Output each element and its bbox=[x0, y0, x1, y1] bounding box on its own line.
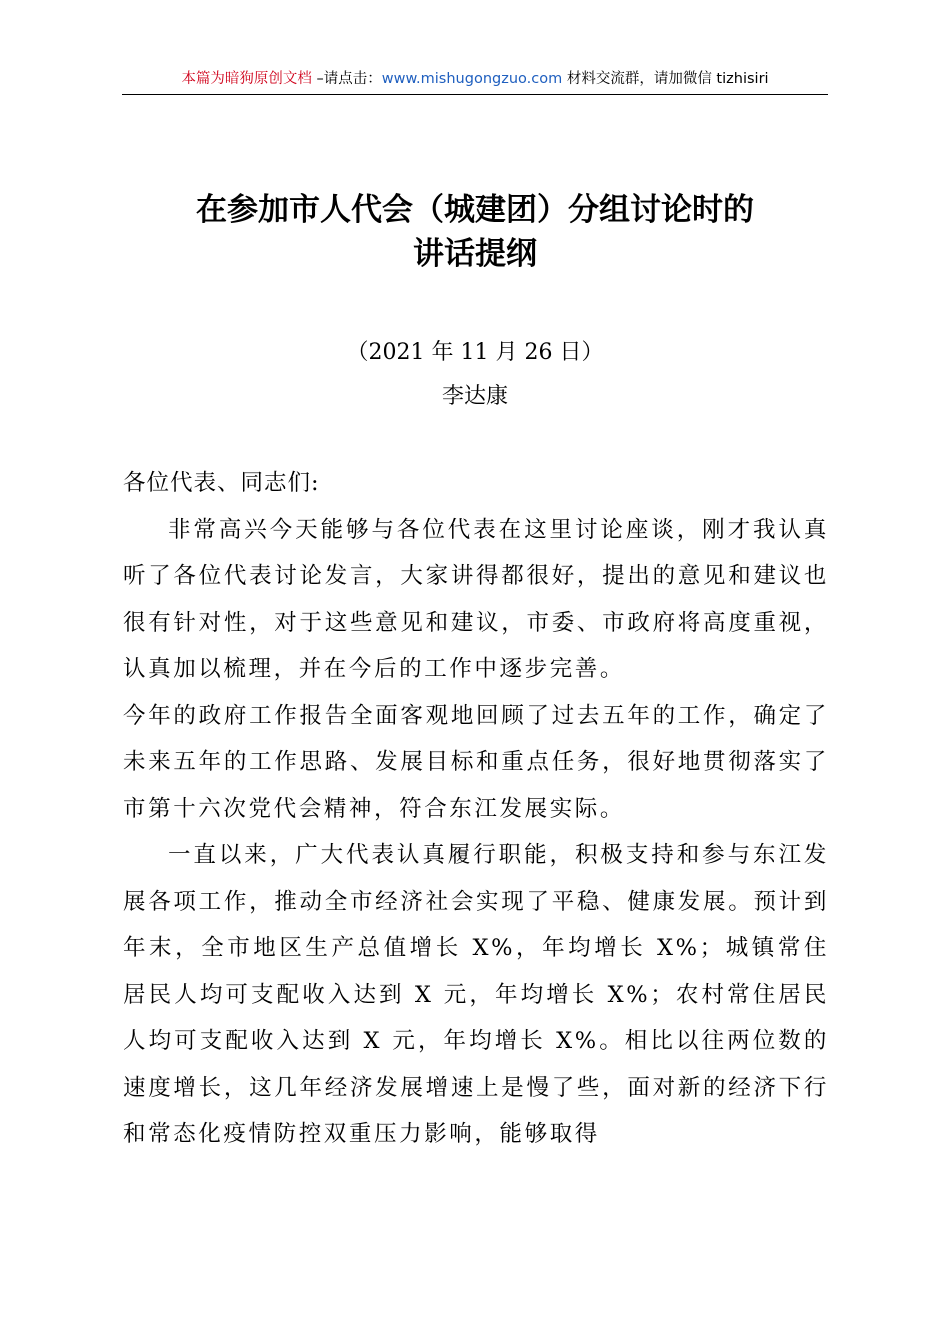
title-line-1: 在参加市人代会（城建团）分组讨论时的 bbox=[196, 192, 754, 228]
header-original-notice: 本篇为暗狗原创文档 bbox=[181, 71, 312, 87]
salutation: 各位代表、同志们: bbox=[123, 470, 320, 496]
title-line-2: 讲话提纲 bbox=[413, 236, 537, 272]
header-website-link[interactable]: www.mishugongzuo.com bbox=[381, 71, 563, 87]
paragraph-3: 一直以来，广大代表认真履行职能，积极支持和参与东江发展各项工作，推动全市经济社会实现了平稳、健康发展。预计到年末，全市地区生产总值增长 X%，年均增长 X%；城镇常住居民人均可支配收入达到 X 元，年均增长 X%；农村常住居民人均可支配收入达到 X 元，年均增长 X%。相比以往两位数的速度增长，这几年经济发展增速上是慢了些，面对新的经济下行和常态化疫情防控双重压力影响，能够取得 bbox=[123, 842, 829, 1147]
document-author: 李达康 bbox=[441, 384, 508, 409]
page-header bbox=[122, 68, 828, 95]
header-contact-text: 材料交流群，请加微信 tizhisiri bbox=[562, 71, 769, 87]
document-title bbox=[100, 188, 850, 276]
header-click-prompt: –请点击： bbox=[311, 71, 382, 87]
paragraph-2: 今年的政府工作报告全面客观地回顾了过去五年的工作，确定了未来五年的工作思路、发展目标和重点任务，很好地贯彻落实了市第十六次党代会精神，符合东江发展实际。 bbox=[123, 702, 829, 822]
document-body bbox=[123, 460, 829, 1158]
document-date: （2021 年 11 月 26 日） bbox=[346, 340, 604, 365]
paragraph-1: 非常高兴今天能够与各位代表在这里讨论座谈，刚才我认真听了各位代表讨论发言，大家讲得都很好，提出的意见和建议也很有针对性，对于这些意见和建议，市委、市政府将高度重视，认真加以梳理，并在今后的工作中逐步完善。 bbox=[123, 516, 829, 682]
